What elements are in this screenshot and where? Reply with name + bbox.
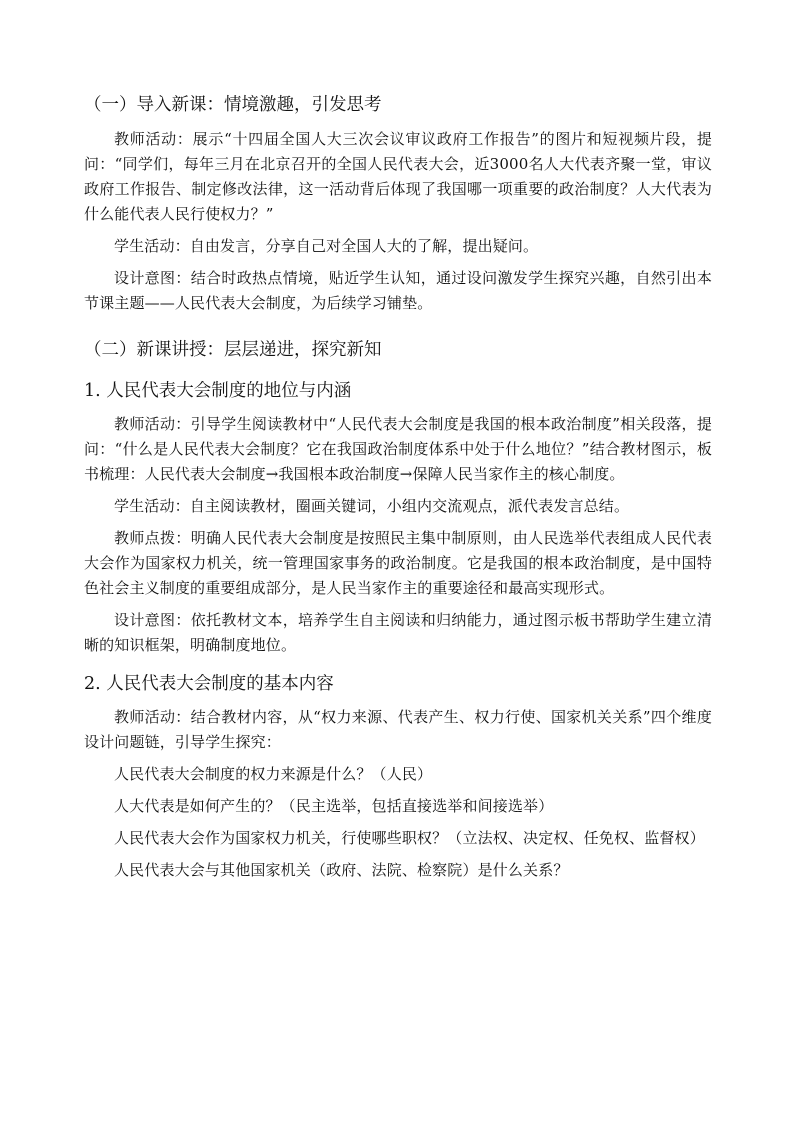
paragraph-teacher-activity: 教师活动：展示“十四届全国人大三次会议审议政府工作报告”的图片和短视频片段，提问：“同学们，每年三月在北京召开的全国人民代表大会，近3000名人大代表齐聚一堂，审议政府工作报告、制定修改法律，这一活动背后体现了我国哪一项重要的政治制度？人大代表为什么能代表人民行使权力？”: [84, 130, 712, 223]
question-item: 人大代表是如何产生的？（民主选举，包括直接选举和间接选举）: [114, 797, 554, 815]
paragraph-design-intent: 设计意图：结合时政热点情境，贴近学生认知，通过设问激发学生探究兴趣，自然引出本节课主题——人民代表大会制度，为后续学习铺垫。: [84, 269, 712, 312]
paragraph-teacher-guidance: 教师点拨：明确人民代表大会制度是按照民主集中制原则，由人民选举代表组成人民代表大会作为国家权力机关，统一管理国家事务的政治制度。它是我国的根本政治制度，是中国特色社会主义制度的重要组成部分，是人民当家作主的重要途径和最高实现形式。: [84, 529, 712, 597]
paragraph-teacher-activity: 教师活动：引导学生阅读教材中“人民代表大会制度是我国的根本政治制度”相关段落，提问：“什么是人民代表大会制度？它在我国政治制度体系中处于什么地位？”结合教材图示，板书梳理：人民代表大会制度→我国根本政治制度→保障人民当家作主的核心制度。: [84, 415, 712, 483]
subsection-heading-content: 2. 人民代表大会制度的基本内容: [84, 674, 334, 694]
paragraph-teacher-activity: 教师活动：结合教材内容，从“权力来源、代表产生、权力行使、国家机关关系”四个维度设计问题链，引导学生探究：: [84, 708, 712, 751]
paragraph-design-intent: 设计意图：依托教材文本，培养学生自主阅读和归纳能力，通过图示板书帮助学生建立清晰的知识框架，明确制度地位。: [84, 611, 712, 654]
paragraph-student-activity: 学生活动：自主阅读教材，圈画关键词，小组内交流观点，派代表发言总结。: [114, 497, 630, 515]
question-item: 人民代表大会与其他国家机关（政府、法院、检察院）是什么关系？: [114, 861, 569, 879]
question-item: 人民代表大会制度的权力来源是什么？（人民）: [114, 765, 433, 783]
subsection-heading-status: 1. 人民代表大会制度的地位与内涵: [84, 381, 352, 401]
question-item: 人民代表大会作为国家权力机关，行使哪些职权？（立法权、决定权、任免权、监督权）: [114, 829, 705, 847]
paragraph-student-activity: 学生活动：自由发言，分享自己对全国人大的了解，提出疑问。: [114, 237, 539, 255]
section-heading-intro: （一）导入新课：情境激趣，引发思考: [84, 95, 382, 115]
section-heading-new-lesson: （二）新课讲授：层层递进，探究新知: [84, 340, 382, 360]
document-page: [84, 92, 712, 890]
